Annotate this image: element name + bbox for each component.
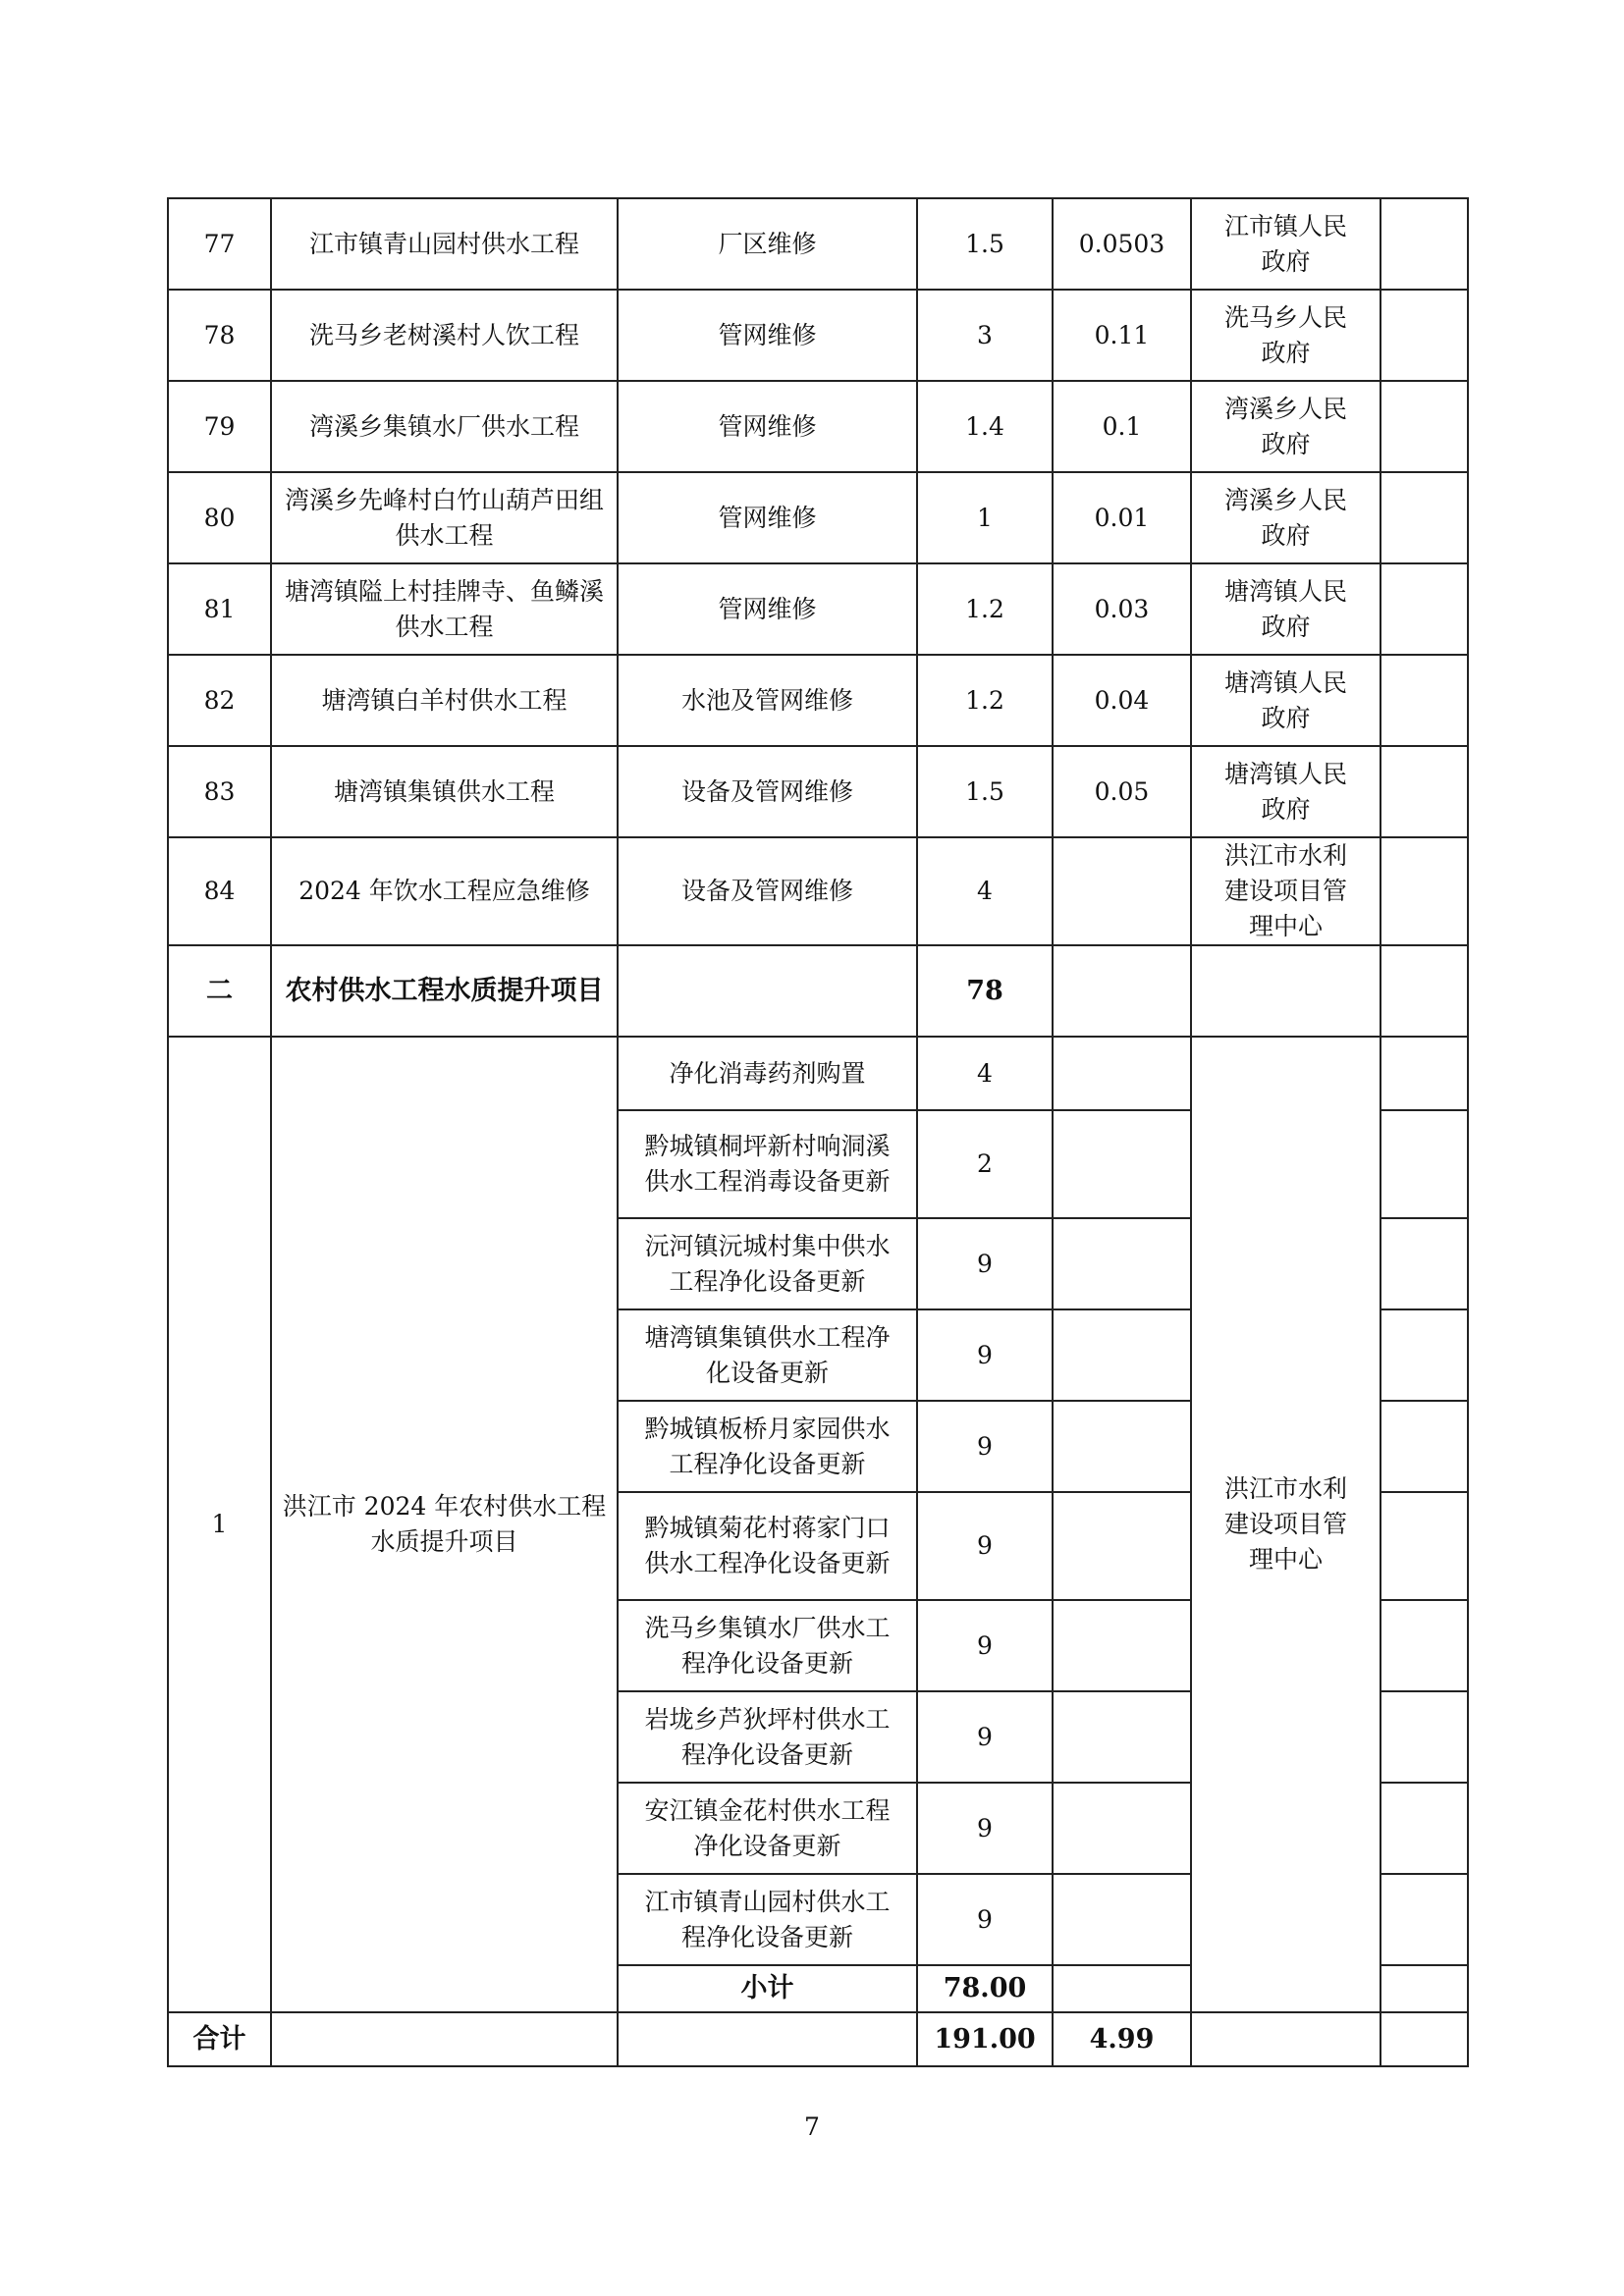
secondary-amount [1053,837,1191,945]
project-table [167,197,1469,2067]
row-number: 79 [168,381,271,472]
responsible-unit: 塘湾镇人民政府 [1191,746,1380,837]
work-content: 黔城镇菊花村蒋家门口供水工程净化设备更新 [618,1492,917,1600]
project-name: 湾溪乡集镇水厂供水工程 [271,381,618,472]
project-name: 2024 年饮水工程应急维修 [271,837,618,945]
project-name: 江市镇青山园村供水工程 [271,198,618,290]
table-row [168,837,1468,945]
project-name: 塘湾镇白羊村供水工程 [271,655,618,746]
amount: 9 [917,1309,1053,1401]
table-row [168,1037,1468,1110]
table-row [168,472,1468,563]
total-amount: 191.00 [917,2012,1053,2066]
work-content: 厂区维修 [618,198,917,290]
section-number: 二 [168,945,271,1037]
total-label: 合计 [168,2012,271,2066]
amount: 1.2 [917,563,1053,655]
group-responsible-unit: 洪江市水利建设项目管理中心 [1191,1037,1380,2012]
total-row [168,2012,1468,2066]
amount: 9 [917,1600,1053,1691]
work-content: 岩垅乡芦狄坪村供水工程净化设备更新 [618,1691,917,1783]
secondary-amount: 0.0503 [1053,198,1191,290]
amount: 9 [917,1783,1053,1874]
secondary-amount: 0.1 [1053,381,1191,472]
amount: 9 [917,1874,1053,1965]
secondary-amount: 0.11 [1053,290,1191,381]
amount: 1.4 [917,381,1053,472]
responsible-unit: 湾溪乡人民政府 [1191,472,1380,563]
responsible-unit: 塘湾镇人民政府 [1191,655,1380,746]
work-content: 净化消毒药剂购置 [618,1037,917,1110]
secondary-amount: 0.04 [1053,655,1191,746]
project-name: 塘湾镇隘上村挂牌寺、鱼鳞溪供水工程 [271,563,618,655]
remark [1380,655,1468,746]
amount: 1.5 [917,198,1053,290]
subtotal-amount: 78.00 [917,1965,1053,2012]
work-content: 水池及管网维修 [618,655,917,746]
amount: 1.5 [917,746,1053,837]
amount: 1.2 [917,655,1053,746]
table-row [168,198,1468,290]
table-row [168,290,1468,381]
remark [1380,837,1468,945]
work-content: 管网维修 [618,290,917,381]
remark [1380,381,1468,472]
total-secondary-amount: 4.99 [1053,2012,1191,2066]
table-row [168,746,1468,837]
work-content: 管网维修 [618,381,917,472]
responsible-unit: 洪江市水利建设项目管理中心 [1191,837,1380,945]
responsible-unit: 湾溪乡人民政府 [1191,381,1380,472]
remark [1380,290,1468,381]
amount: 4 [917,1037,1053,1110]
work-content: 设备及管网维修 [618,837,917,945]
amount: 9 [917,1218,1053,1309]
remark [1380,746,1468,837]
work-content: 黔城镇板桥月家园供水工程净化设备更新 [618,1401,917,1492]
section-title: 农村供水工程水质提升项目 [271,945,618,1037]
amount: 4 [917,837,1053,945]
work-content: 洗马乡集镇水厂供水工程净化设备更新 [618,1600,917,1691]
remark [1380,198,1468,290]
work-content: 安江镇金花村供水工程净化设备更新 [618,1783,917,1874]
row-number: 84 [168,837,271,945]
work-content: 塘湾镇集镇供水工程净化设备更新 [618,1309,917,1401]
table-row [168,655,1468,746]
table-row [168,563,1468,655]
secondary-amount: 0.05 [1053,746,1191,837]
work-content: 设备及管网维修 [618,746,917,837]
amount: 1 [917,472,1053,563]
responsible-unit: 洗马乡人民政府 [1191,290,1380,381]
row-number: 82 [168,655,271,746]
responsible-unit: 塘湾镇人民政府 [1191,563,1380,655]
row-number: 78 [168,290,271,381]
amount: 9 [917,1492,1053,1600]
secondary-amount: 0.01 [1053,472,1191,563]
project-name: 塘湾镇集镇供水工程 [271,746,618,837]
group-project-name: 洪江市 2024 年农村供水工程水质提升项目 [271,1037,618,2012]
secondary-amount: 0.03 [1053,563,1191,655]
remark [1380,472,1468,563]
responsible-unit: 江市镇人民政府 [1191,198,1380,290]
work-content: 黔城镇桐坪新村响洞溪供水工程消毒设备更新 [618,1110,917,1218]
work-content: 沅河镇沅城村集中供水工程净化设备更新 [618,1218,917,1309]
amount: 3 [917,290,1053,381]
work-content: 江市镇青山园村供水工程净化设备更新 [618,1874,917,1965]
row-number: 81 [168,563,271,655]
amount: 9 [917,1691,1053,1783]
row-number: 83 [168,746,271,837]
subtotal-label: 小计 [618,1965,917,2012]
group-number: 1 [168,1037,271,2012]
project-name: 洗马乡老树溪村人饮工程 [271,290,618,381]
amount: 9 [917,1401,1053,1492]
row-number: 80 [168,472,271,563]
section-row [168,945,1468,1037]
amount: 2 [917,1110,1053,1218]
project-name: 湾溪乡先峰村白竹山葫芦田组供水工程 [271,472,618,563]
row-number: 77 [168,198,271,290]
page-number: 7 [804,2112,820,2141]
section-amount: 78 [917,945,1053,1037]
table-row [168,381,1468,472]
work-content: 管网维修 [618,563,917,655]
work-content: 管网维修 [618,472,917,563]
remark [1380,563,1468,655]
